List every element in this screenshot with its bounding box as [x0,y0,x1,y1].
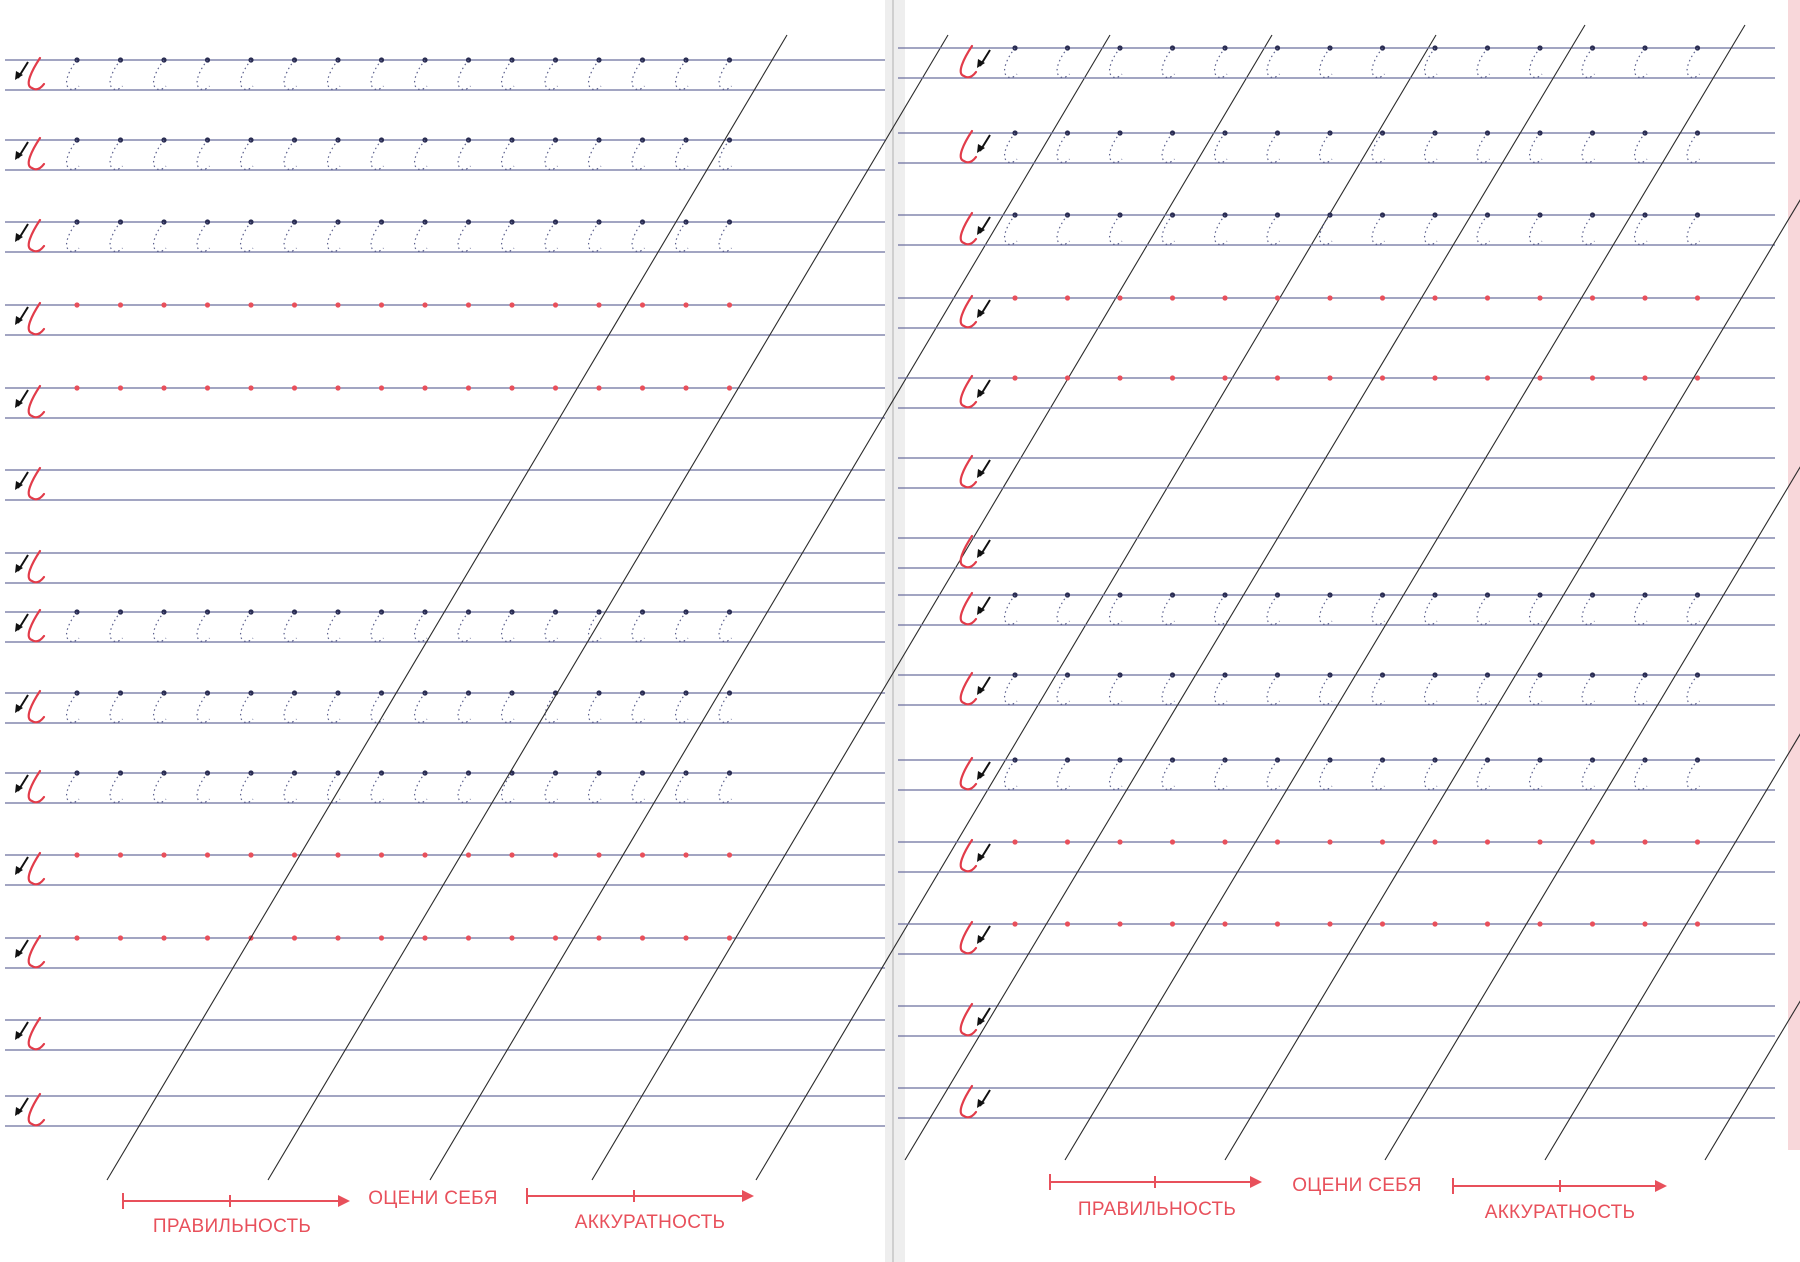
start-dot [1327,921,1332,926]
start-dot [1485,839,1490,844]
start-dot [509,852,514,857]
start-dot [161,852,166,857]
start-dot [1695,839,1700,844]
right-correctness-label: ПРАВИЛЬНОСТЬ [1077,1199,1237,1220]
start-dot [596,852,601,857]
start-dot [1695,375,1700,380]
start-dot [1642,375,1647,380]
start-dot [248,852,253,857]
start-dot [596,302,601,307]
start-dot [1275,375,1280,380]
start-dot [205,935,210,940]
left-correctness-label: ПРАВИЛЬНОСТЬ [152,1216,312,1237]
start-dot [466,302,471,307]
start-dot [727,935,732,940]
start-dot [509,57,514,62]
start-dot [335,852,340,857]
start-dot [74,385,79,390]
start-dot [466,852,471,857]
start-dot [74,852,79,857]
start-dot [118,852,123,857]
start-dot [379,385,384,390]
right-self-assess-title: ОЦЕНИ СЕБЯ [1292,1175,1422,1196]
start-dot [1642,295,1647,300]
start-dot [161,302,166,307]
left-self-assess-title: ОЦЕНИ СЕБЯ [368,1188,498,1209]
start-dot [640,385,645,390]
start-dot [1222,839,1227,844]
start-dot [422,935,427,940]
start-dot [553,302,558,307]
start-dot [292,385,297,390]
start-dot [1065,295,1070,300]
start-dot [1432,921,1437,926]
start-dot [379,302,384,307]
start-dot [596,935,601,940]
start-dot [1380,295,1385,300]
start-dot [1170,375,1175,380]
start-dot [205,302,210,307]
page-gutter-shadow [885,0,905,1262]
start-dot [74,302,79,307]
start-dot [379,852,384,857]
start-dot [1537,921,1542,926]
start-dot [1222,375,1227,380]
start-dot [1485,295,1490,300]
start-dot [1065,375,1070,380]
start-dot [292,852,297,857]
start-dot [727,302,732,307]
start-dot [1380,839,1385,844]
start-dot [553,852,558,857]
start-dot [640,935,645,940]
start-dot [1117,375,1122,380]
start-dot [379,935,384,940]
start-dot [553,935,558,940]
start-dot [1432,839,1437,844]
start-dot [727,852,732,857]
start-dot [509,302,514,307]
start-dot [509,137,514,142]
start-dot [1327,295,1332,300]
start-dot [1485,375,1490,380]
start-dot [118,385,123,390]
start-dot [596,385,601,390]
start-dot [205,385,210,390]
start-dot [1222,921,1227,926]
start-dot [74,935,79,940]
start-dot [683,385,688,390]
start-dot [509,219,514,224]
start-dot [422,302,427,307]
start-dot [1117,295,1122,300]
start-dot [335,935,340,940]
start-dot [683,852,688,857]
start-dot [1065,839,1070,844]
start-dot [1275,921,1280,926]
start-dot [292,302,297,307]
start-dot [118,302,123,307]
start-dot [1170,921,1175,926]
start-dot [1170,839,1175,844]
start-dot [509,935,514,940]
start-dot [1275,839,1280,844]
start-dot [335,302,340,307]
start-dot [1537,375,1542,380]
start-dot [248,302,253,307]
start-dot [640,852,645,857]
start-dot [553,385,558,390]
start-dot [1380,921,1385,926]
start-dot [1485,921,1490,926]
start-dot [1012,375,1017,380]
start-dot [1432,375,1437,380]
start-dot [1537,295,1542,300]
start-dot [422,852,427,857]
start-dot [1590,375,1595,380]
start-dot [118,935,123,940]
start-dot [1432,295,1437,300]
start-dot [161,385,166,390]
start-dot [422,385,427,390]
start-dot [248,385,253,390]
start-dot [1065,921,1070,926]
page-edge-tab [1788,0,1800,1150]
start-dot [1275,295,1280,300]
start-dot [727,385,732,390]
right-neatness-label: АККУРАТНОСТЬ [1484,1202,1636,1223]
start-dot [1695,921,1700,926]
start-dot [1117,921,1122,926]
left-neatness-label: АККУРАТНОСТЬ [574,1212,726,1233]
start-dot [1170,295,1175,300]
start-dot [640,302,645,307]
start-dot [1590,295,1595,300]
start-dot [683,935,688,940]
start-dot [466,385,471,390]
start-dot [161,935,166,940]
start-dot [1537,839,1542,844]
start-dot [1117,839,1122,844]
start-dot [1222,295,1227,300]
start-dot [1380,375,1385,380]
start-dot [335,385,340,390]
start-dot [1695,295,1700,300]
start-dot [1012,839,1017,844]
start-dot [1642,921,1647,926]
start-dot [466,935,471,940]
start-dot [205,852,210,857]
start-dot [292,935,297,940]
start-dot [1327,839,1332,844]
start-dot [1590,839,1595,844]
start-dot [1012,295,1017,300]
start-dot [1642,839,1647,844]
start-dot [683,302,688,307]
start-dot [1590,921,1595,926]
start-dot [509,385,514,390]
start-dot [1012,921,1017,926]
start-dot [1327,375,1332,380]
